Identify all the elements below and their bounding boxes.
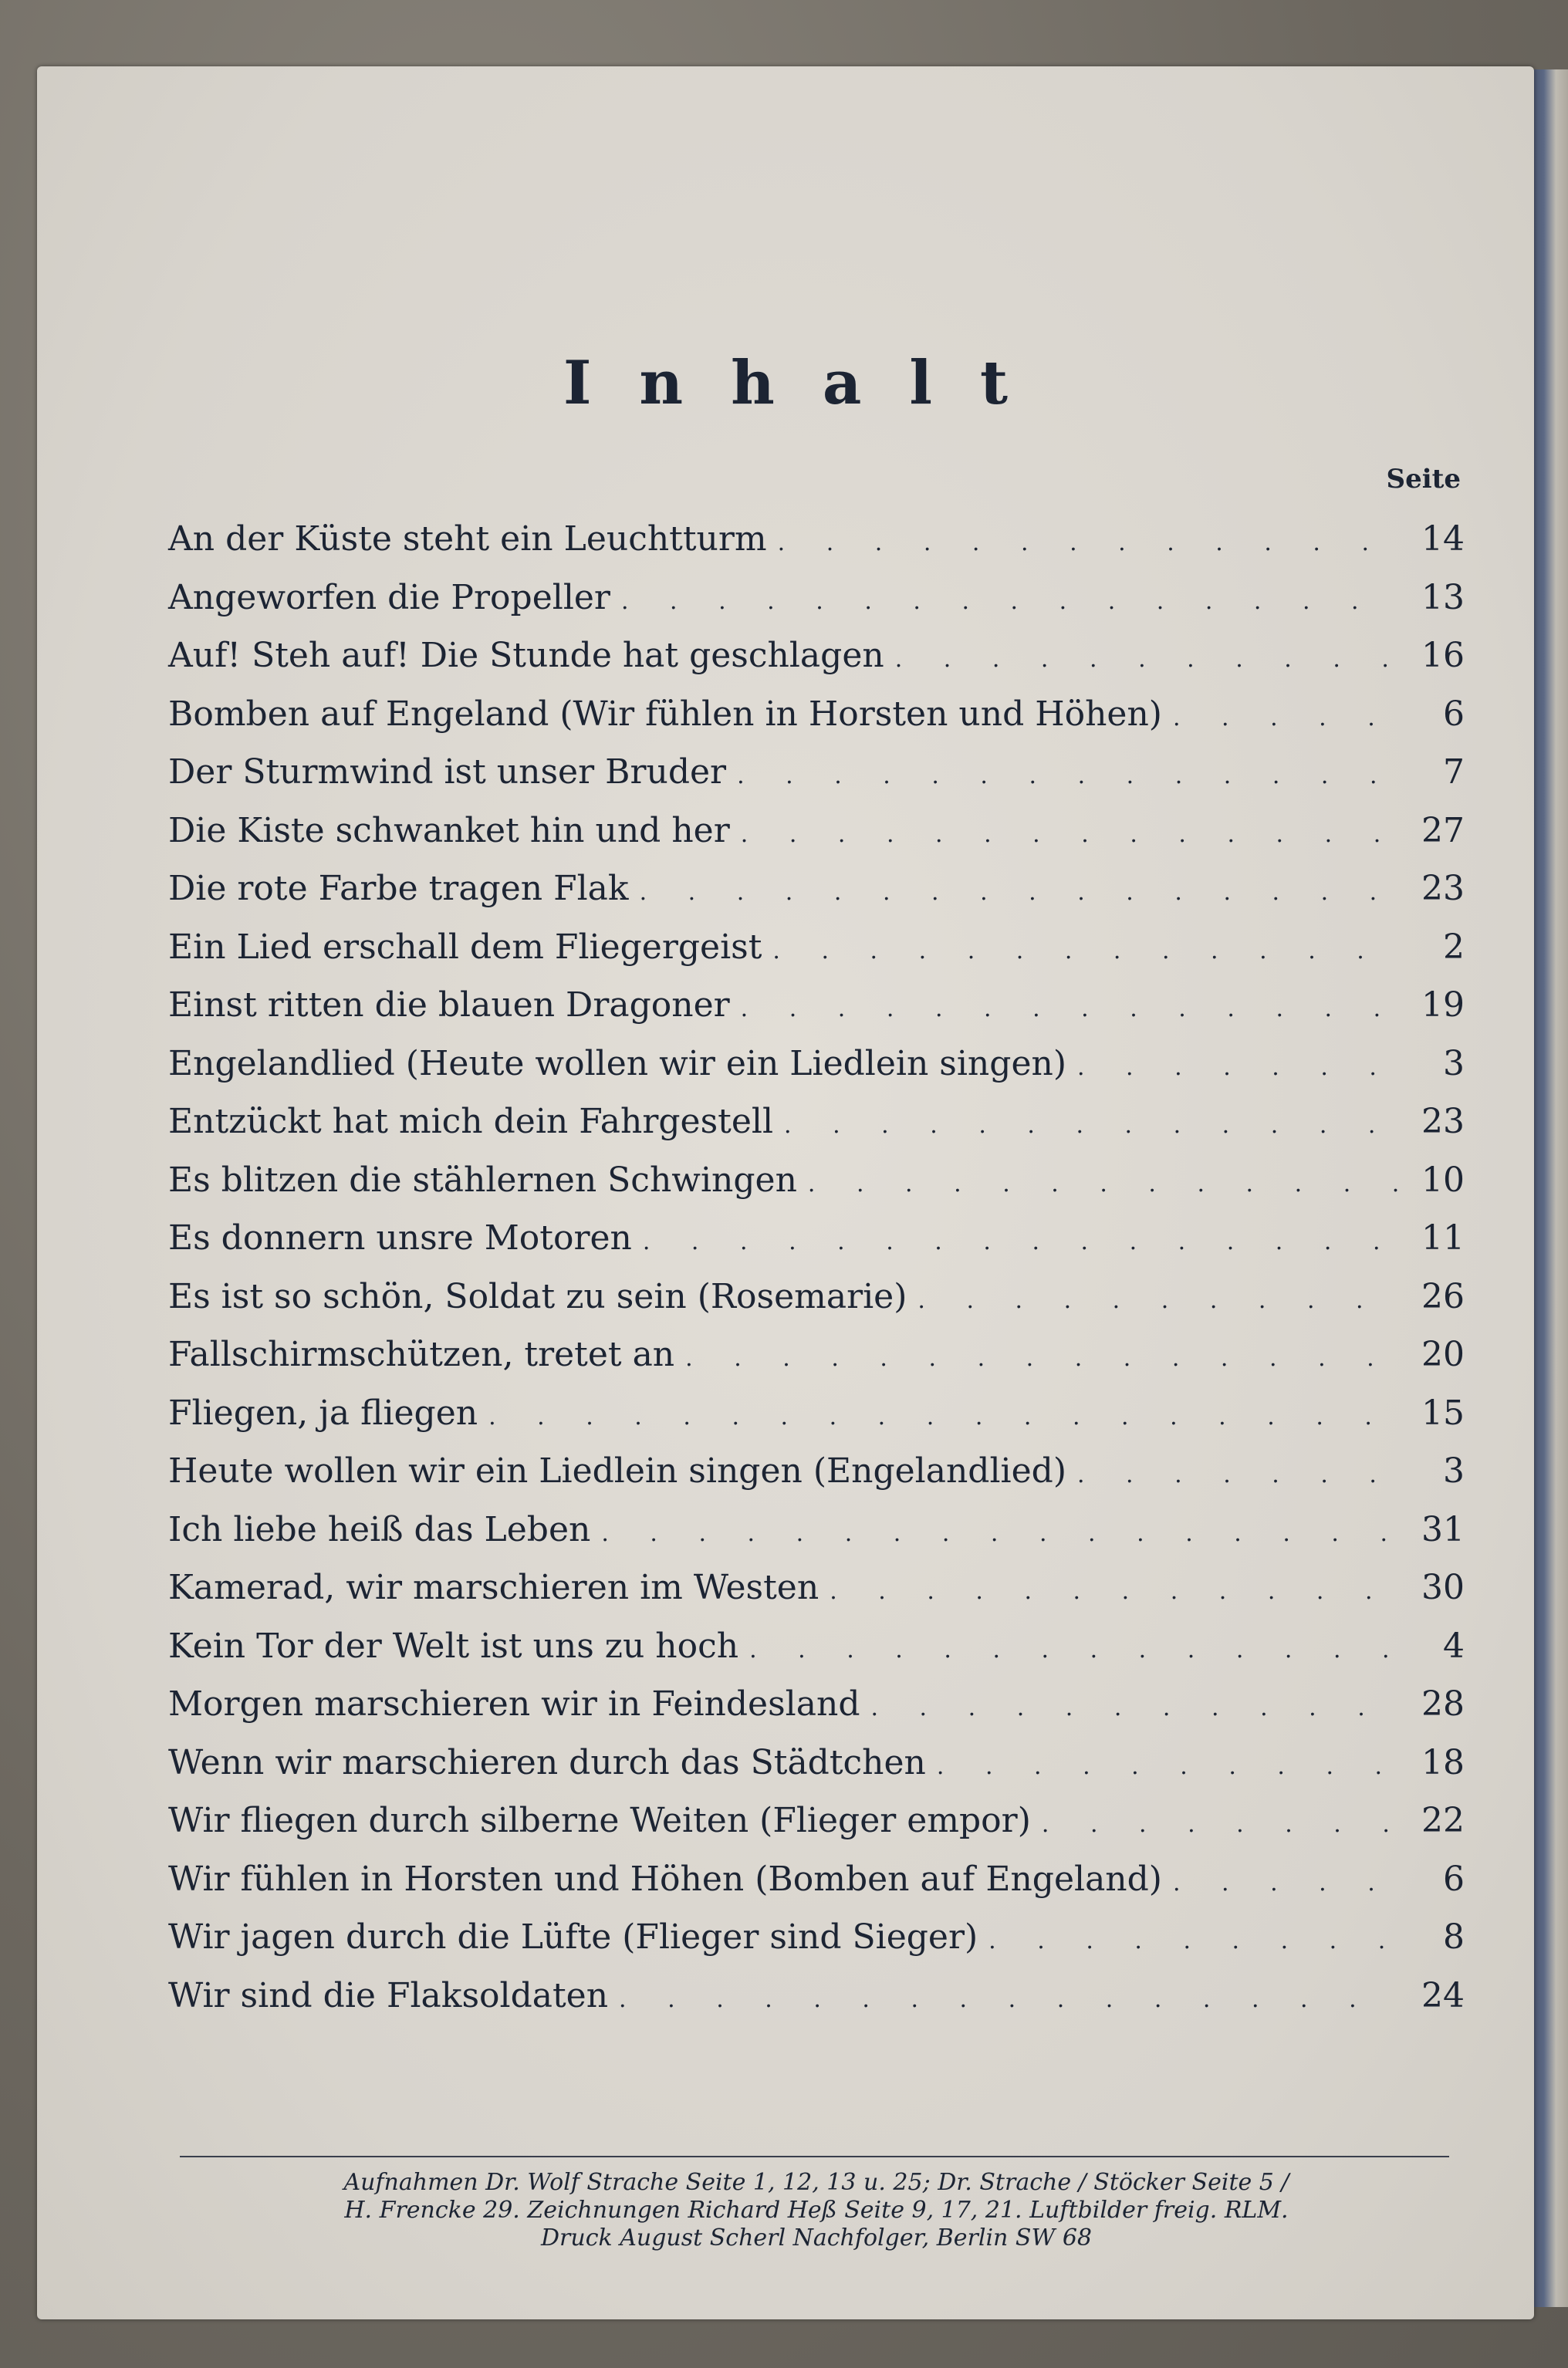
toc-entry-page-number: 22 <box>1421 1801 1465 1840</box>
toc-entry <box>168 1384 1465 1443</box>
toc-leader-dots <box>488 1388 1400 1447</box>
toc-entry <box>168 918 1465 977</box>
credits-line: Aufnahmen Dr. Wolf Strache Seite 1, 12, 13 u. 25; Dr. Strache / Stöcker Seite 5 / <box>343 2169 1289 2196</box>
toc-entry <box>168 1035 1465 1093</box>
toc-entry-page-number: 16 <box>1421 636 1465 675</box>
toc-entry <box>168 976 1465 1035</box>
toc-entry-page-number: 20 <box>1421 1335 1465 1374</box>
toc-entry-title: Die rote Farbe tragen Flak <box>168 869 629 908</box>
toc-leader-dots <box>870 1679 1400 1738</box>
toc-entry-page-number: 8 <box>1443 1917 1465 1957</box>
toc-leader-dots <box>1173 689 1400 748</box>
toc-entry-page-number: 11 <box>1421 1218 1465 1258</box>
toc-leader-dots <box>643 1213 1400 1272</box>
toc-entry-page-number: 23 <box>1421 1102 1465 1141</box>
page-title: Inhalt <box>563 348 1056 418</box>
toc-entry-page-number: 31 <box>1421 1509 1465 1549</box>
toc-entry <box>168 627 1465 685</box>
toc-entry-page-number: 4 <box>1443 1626 1465 1666</box>
toc-entry <box>168 743 1465 802</box>
table-of-contents <box>168 510 1465 2025</box>
toc-leader-dots <box>1042 1795 1400 1854</box>
toc-entry <box>168 1326 1465 1384</box>
toc-entry <box>168 1559 1465 1617</box>
toc-entry-title: Morgen marschieren wir in Feindesland <box>168 1684 860 1724</box>
toc-entry-title: Heute wollen wir ein Liedlein singen (Engelandlied) <box>168 1451 1066 1491</box>
toc-entry <box>168 1792 1465 1850</box>
toc-entry-title: Der Sturmwind ist unser Bruder <box>168 752 727 792</box>
toc-entry-title: Entzückt hat mich dein Fahrgestell <box>168 1102 774 1141</box>
toc-entry <box>168 1967 1465 2025</box>
toc-entry-page-number: 26 <box>1421 1276 1465 1316</box>
toc-entry-page-number: 13 <box>1421 577 1465 617</box>
toc-entry <box>168 802 1465 860</box>
toc-leader-dots <box>808 1155 1400 1214</box>
toc-leader-dots <box>917 1272 1400 1330</box>
toc-leader-dots <box>1173 1854 1400 1913</box>
toc-entry-title: Kamerad, wir marschieren im Westen <box>168 1568 819 1607</box>
toc-entry-title: Wir sind die Flaksoldaten <box>168 1975 609 2015</box>
toc-entry <box>168 1268 1465 1326</box>
toc-leader-dots <box>937 1738 1400 1796</box>
toc-leader-dots <box>1077 1039 1400 1097</box>
footer-divider <box>180 2156 1449 2157</box>
toc-entry <box>168 1675 1465 1734</box>
toc-leader-dots <box>621 573 1400 631</box>
toc-entry-title: Bomben auf Engeland (Wir fühlen in Horsten und Höhen) <box>168 694 1162 734</box>
toc-entry-title: Es blitzen die stählernen Schwingen <box>168 1160 797 1200</box>
toc-leader-dots <box>640 863 1400 922</box>
toc-entry-page-number: 30 <box>1421 1568 1465 1607</box>
toc-entry-title: Es donnern unsre Motoren <box>168 1218 632 1258</box>
toc-entry <box>168 1850 1465 1909</box>
toc-entry-title: Fallschirmschützen, tretet an <box>168 1335 675 1374</box>
credits-line: Druck August Scherl Nachfolger, Berlin SW 68 <box>540 2224 1092 2251</box>
toc-entry <box>168 510 1465 569</box>
toc-entry-title: Wir jagen durch die Lüfte (Flieger sind Sieger) <box>168 1917 978 1957</box>
toc-entry <box>168 1617 1465 1676</box>
toc-entry-page-number: 6 <box>1443 694 1465 734</box>
toc-leader-dots <box>772 922 1400 981</box>
toc-leader-dots <box>830 1562 1400 1621</box>
toc-entry-title: Fliegen, ja fliegen <box>168 1393 478 1433</box>
toc-entry <box>168 860 1465 918</box>
toc-entry-page-number: 15 <box>1421 1393 1465 1433</box>
toc-entry-page-number: 2 <box>1443 927 1465 967</box>
toc-entry <box>168 1151 1465 1210</box>
toc-entry-page-number: 28 <box>1421 1684 1465 1724</box>
toc-entry-title: Es ist so schön, Soldat zu sein (Rosemarie) <box>168 1276 907 1316</box>
toc-entry-page-number: 23 <box>1421 869 1465 908</box>
page-column-header: Seite <box>1386 464 1461 495</box>
toc-leader-dots <box>988 1912 1400 1971</box>
toc-leader-dots <box>737 747 1400 806</box>
toc-entry-title: An der Küste steht ein Leuchtturm <box>168 519 767 559</box>
toc-entry-page-number: 6 <box>1443 1859 1465 1899</box>
toc-entry-page-number: 10 <box>1421 1160 1465 1200</box>
toc-entry-title: Einst ritten die blauen Dragoner <box>168 985 730 1025</box>
toc-leader-dots <box>749 1621 1400 1680</box>
toc-entry <box>168 1093 1465 1151</box>
toc-leader-dots <box>601 1505 1400 1563</box>
toc-entry-title: Kein Tor der Welt ist uns zu hoch <box>168 1626 739 1666</box>
toc-leader-dots <box>741 980 1400 1039</box>
toc-entry-title: Ich liebe heiß das Leben <box>168 1509 591 1549</box>
toc-entry-title: Wir fühlen in Horsten und Höhen (Bomben auf Engeland) <box>168 1859 1162 1899</box>
toc-entry-page-number: 27 <box>1421 810 1465 850</box>
toc-entry-title: Die Kiste schwanket hin und her <box>168 810 730 850</box>
toc-leader-dots <box>784 1096 1400 1155</box>
toc-leader-dots <box>778 514 1400 573</box>
toc-leader-dots <box>685 1329 1400 1388</box>
toc-leader-dots <box>619 1971 1400 2029</box>
toc-entry-page-number: 14 <box>1421 519 1465 559</box>
toc-entry-page-number: 24 <box>1421 1975 1465 2015</box>
toc-entry-page-number: 7 <box>1443 752 1465 792</box>
toc-leader-dots <box>1077 1446 1400 1505</box>
toc-leader-dots <box>895 630 1400 689</box>
credits-block <box>168 2169 1465 2252</box>
toc-entry <box>168 1734 1465 1792</box>
toc-entry-title: Auf! Steh auf! Die Stunde hat geschlagen <box>168 636 884 675</box>
booklet-page <box>37 66 1534 2319</box>
toc-entry <box>168 1442 1465 1501</box>
toc-entry-page-number: 3 <box>1443 1043 1465 1083</box>
toc-entry <box>168 1908 1465 1967</box>
toc-entry <box>168 569 1465 627</box>
toc-entry <box>168 685 1465 744</box>
toc-entry <box>168 1209 1465 1268</box>
toc-entry-title: Wenn wir marschieren durch das Städtchen <box>168 1742 926 1782</box>
toc-entry <box>168 1501 1465 1559</box>
toc-entry-page-number: 19 <box>1421 985 1465 1025</box>
toc-entry-title: Ein Lied erschall dem Fliegergeist <box>168 927 762 967</box>
toc-entry-page-number: 18 <box>1421 1742 1465 1782</box>
credits-line: H. Frencke 29. Zeichnungen Richard Heß Seite 9, 17, 21. Luftbilder freig. RLM. <box>344 2197 1289 2224</box>
toc-entry-title: Wir fliegen durch silberne Weiten (Flieger empor) <box>168 1801 1031 1840</box>
toc-leader-dots <box>741 806 1400 864</box>
toc-entry-title: Angeworfen die Propeller <box>168 577 610 617</box>
toc-entry-page-number: 3 <box>1443 1451 1465 1491</box>
toc-entry-title: Engelandlied (Heute wollen wir ein Liedlein singen) <box>168 1043 1066 1083</box>
